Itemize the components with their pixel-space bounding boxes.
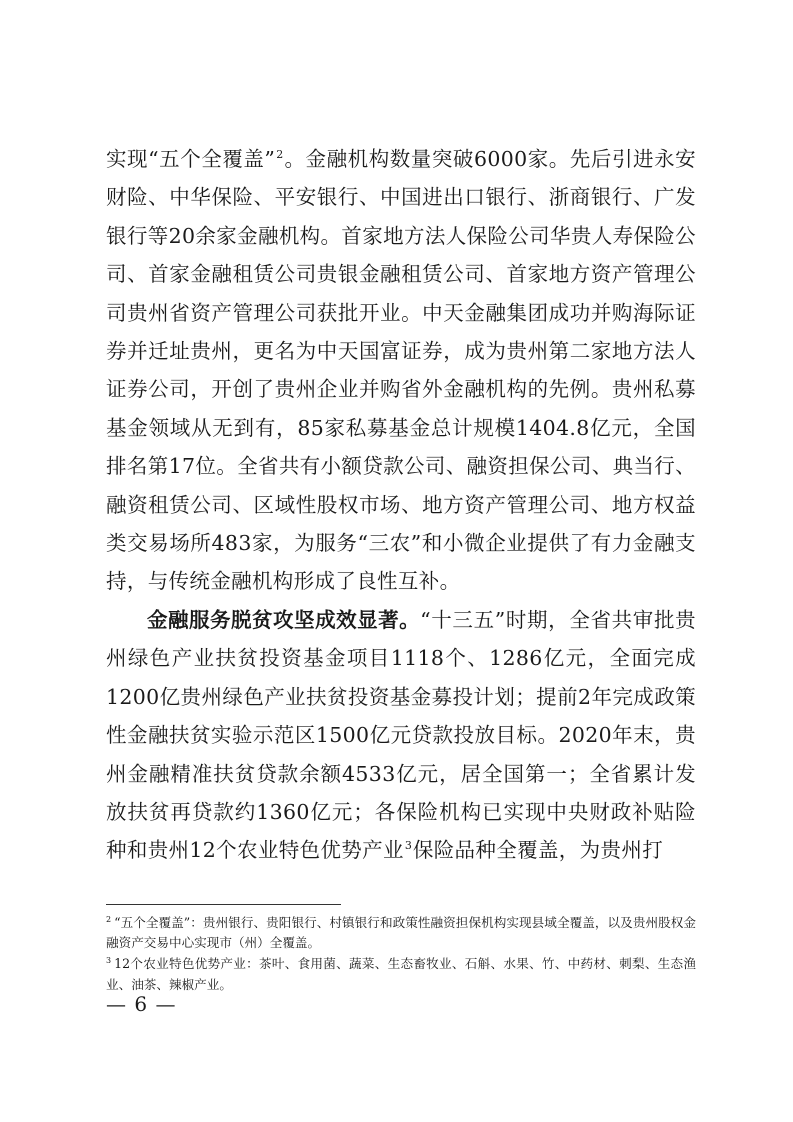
footnote-3-number: 3 bbox=[106, 956, 112, 966]
footnote-3-text: 12个农业特色优势产业：茶叶、食用菌、蔬菜、生态畜牧业、石斛、水果、竹、中药材、刺梨、生态渔业、油茶、辣椒产业。 bbox=[106, 956, 696, 992]
page-number: — 6 — bbox=[106, 992, 177, 1016]
footnote-2 bbox=[106, 913, 696, 953]
footnote-2-number: 2 bbox=[106, 914, 112, 924]
paragraph-2-text-b: 保险品种全覆盖，为贵州打 bbox=[412, 838, 664, 863]
body-text bbox=[106, 140, 696, 870]
footnote-ref-3[interactable]: 3 bbox=[404, 839, 412, 853]
paragraph-1-text-a: 实现“五个全覆盖” bbox=[106, 147, 276, 171]
paragraph-1-text-b: 。金融机构数量突破6000家。先后引进永安财险、中华保险、平安银行、中国进出口银行、浙商银行、广发银行等20余家金融机构。首家地方法人保险公司华贵人寿保险公司、首家金融租赁公司贵银金融租赁公司、首家地方资产管理公司贵州省资产管理公司获批开业。中天金融集团成功并购海际证券并迁址贵州，更名为中天国富证券，成为贵州第二家地方法人证券公司，开创了贵州企业并购省外金融机构的先例。贵州私募基金领域从无到有，85家私募基金总计规模1404.8亿元，全国排名第17位。全省共有小额贷款公司、融资担保公司、典当行、融资租赁公司、区域性股权市场、地方资产管理公司、地方权益类交易场所483家，为服务“三农”和小微企业提供了有力金融支持，与传统金融机构形成了良性互补。 bbox=[106, 147, 696, 594]
paragraph-1 bbox=[106, 140, 696, 601]
footnote-3 bbox=[106, 954, 696, 994]
footnotes bbox=[106, 913, 696, 996]
footnote-divider bbox=[106, 904, 341, 905]
footnote-2-text: “五个全覆盖”：贵州银行、贵阳银行、村镇银行和政策性融资担保机构实现县域全覆盖，以及贵州股权金融资产交易中心实现市（州）全覆盖。 bbox=[106, 915, 696, 951]
paragraph-2-text-a: “十三五”时期，全省共审批贵州绿色产业扶贫投资基金项目1118个、1286亿元，全面完成1200亿贵州绿色产业扶贫投资基金募投计划；提前2年完成政策性金融扶贫实验示范区1500亿元贷款投放目标。2020年末，贵州金融精准扶贫贷款余额4533亿元，居全国第一；全省累计发放扶贫再贷款约1360亿元；各保险机构已实现中央财政补贴险种和贵州12个农业特色优势产业 bbox=[106, 607, 696, 863]
footnote-ref-2[interactable]: 2 bbox=[276, 148, 284, 162]
paragraph-2 bbox=[106, 601, 696, 870]
paragraph-2-lead: 金融服务脱贫攻坚成效显著。 bbox=[147, 607, 421, 632]
